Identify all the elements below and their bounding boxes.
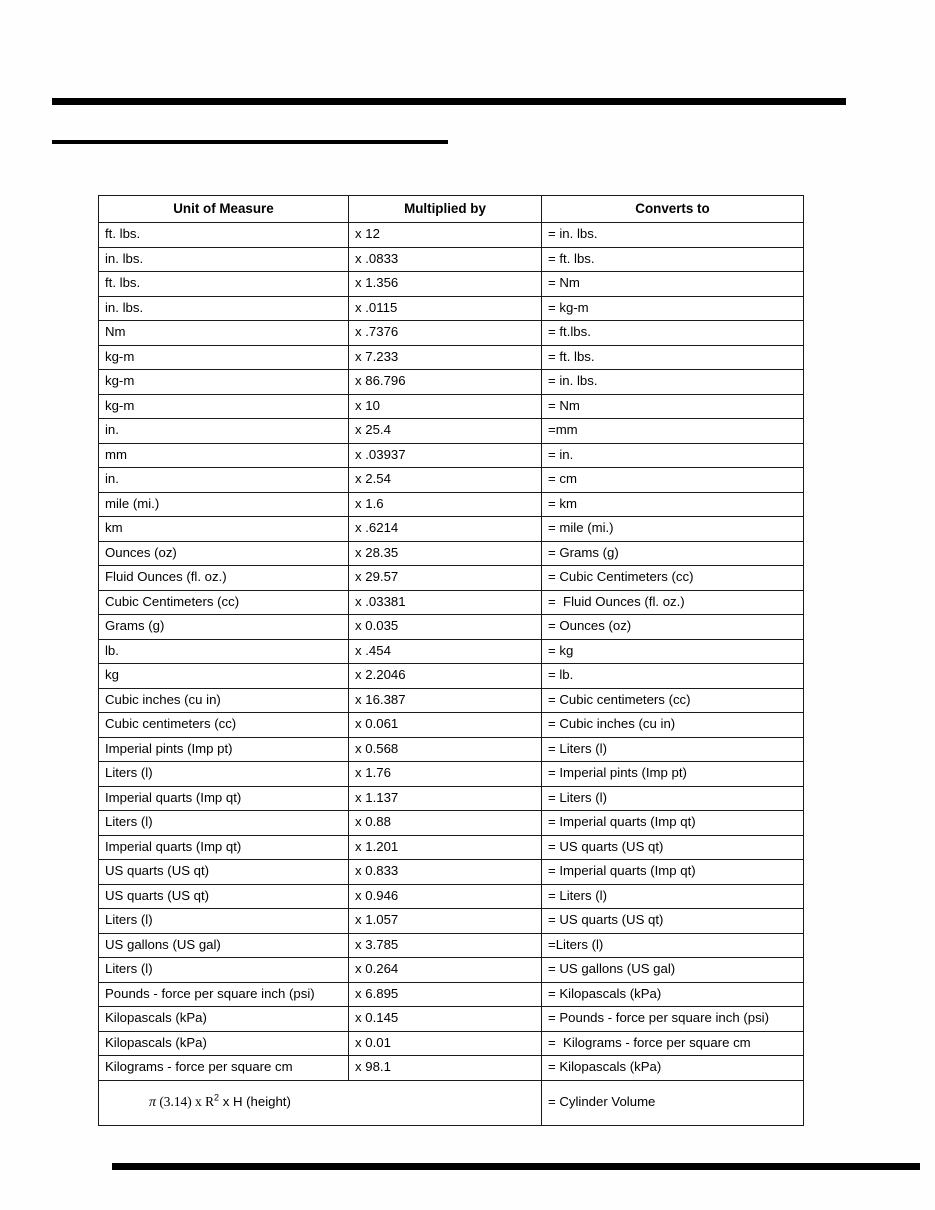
cell-factor: x 0.01 — [349, 1031, 542, 1056]
cell-factor: x 28.35 — [349, 541, 542, 566]
cell-result: = km — [542, 492, 804, 517]
cell-unit: Liters (l) — [99, 958, 349, 983]
table-row — [99, 762, 804, 787]
table-body — [99, 223, 804, 1126]
cell-unit: Kilopascals (kPa) — [99, 1007, 349, 1032]
cell-unit: ft. lbs. — [99, 272, 349, 297]
cell-factor: x 1.356 — [349, 272, 542, 297]
table-row — [99, 370, 804, 395]
cell-unit: Cubic Centimeters (cc) — [99, 590, 349, 615]
table-row — [99, 419, 804, 444]
formula-exponent: 2 — [214, 1092, 220, 1103]
table-row — [99, 615, 804, 640]
cell-unit: US quarts (US qt) — [99, 860, 349, 885]
cell-unit: ft. lbs. — [99, 223, 349, 248]
table-row — [99, 223, 804, 248]
cell-unit: kg — [99, 664, 349, 689]
cell-factor: x 7.233 — [349, 345, 542, 370]
cell-unit: Imperial quarts (Imp qt) — [99, 786, 349, 811]
table-header-row — [99, 196, 804, 223]
cell-result: = in. lbs. — [542, 223, 804, 248]
cell-factor: x 0.145 — [349, 1007, 542, 1032]
formula-suffix: x H (height) — [219, 1094, 291, 1110]
table-row — [99, 737, 804, 762]
cell-unit: Kilopascals (kPa) — [99, 1031, 349, 1056]
table-row — [99, 1031, 804, 1056]
cell-unit: in. — [99, 468, 349, 493]
cell-result: =mm — [542, 419, 804, 444]
cell-unit: in. lbs. — [99, 247, 349, 272]
cell-result: = Imperial quarts (Imp qt) — [542, 811, 804, 836]
cell-result: = Liters (l) — [542, 737, 804, 762]
cell-unit: Liters (l) — [99, 811, 349, 836]
cell-unit: in. lbs. — [99, 296, 349, 321]
cell-factor: x 12 — [349, 223, 542, 248]
cell-result: = Imperial quarts (Imp qt) — [542, 860, 804, 885]
cell-factor: x .03381 — [349, 590, 542, 615]
cell-factor: x 0.833 — [349, 860, 542, 885]
cell-result: = cm — [542, 468, 804, 493]
column-header-unit-of-measure: Unit of Measure — [99, 196, 349, 223]
table-row — [99, 443, 804, 468]
cell-result: = Grams (g) — [542, 541, 804, 566]
cell-unit: Liters (l) — [99, 909, 349, 934]
cell-unit: Liters (l) — [99, 762, 349, 787]
table-row — [99, 664, 804, 689]
cell-unit: lb. — [99, 639, 349, 664]
cell-unit: Nm — [99, 321, 349, 346]
cell-result: = Cubic centimeters (cc) — [542, 688, 804, 713]
header-rule-thick — [52, 98, 846, 105]
pi-symbol: π — [148, 1095, 156, 1111]
cell-result: = Kilograms - force per square cm — [542, 1031, 804, 1056]
cell-factor: x 0.88 — [349, 811, 542, 836]
cell-factor: x 2.2046 — [349, 664, 542, 689]
cell-unit: mm — [99, 443, 349, 468]
cell-result: = Kilopascals (kPa) — [542, 1056, 804, 1081]
table-row — [99, 713, 804, 738]
cell-factor: x 86.796 — [349, 370, 542, 395]
cell-factor: x .0833 — [349, 247, 542, 272]
cell-unit: kg-m — [99, 345, 349, 370]
cell-result: = ft. lbs. — [542, 247, 804, 272]
formula-text — [149, 1094, 291, 1109]
cell-result: = US quarts (US qt) — [542, 909, 804, 934]
cell-factor: x .03937 — [349, 443, 542, 468]
cell-result: = Nm — [542, 394, 804, 419]
header-rule-short — [52, 140, 448, 144]
cell-result: = Kilopascals (kPa) — [542, 982, 804, 1007]
cell-factor: x 16.387 — [349, 688, 542, 713]
table-row — [99, 982, 804, 1007]
table-row — [99, 811, 804, 836]
cell-factor: x 0.061 — [349, 713, 542, 738]
cell-factor: x 1.201 — [349, 835, 542, 860]
cell-unit: Ounces (oz) — [99, 541, 349, 566]
conversion-table — [98, 195, 804, 1126]
table-row — [99, 884, 804, 909]
cell-factor: x 1.057 — [349, 909, 542, 934]
cell-unit: Grams (g) — [99, 615, 349, 640]
cell-unit: Cubic inches (cu in) — [99, 688, 349, 713]
table-row — [99, 394, 804, 419]
table-row — [99, 1007, 804, 1032]
cell-result: = kg — [542, 639, 804, 664]
table-row — [99, 296, 804, 321]
cell-factor: x 29.57 — [349, 566, 542, 591]
cell-result: = kg-m — [542, 296, 804, 321]
cell-result: = Liters (l) — [542, 884, 804, 909]
cell-unit: Imperial quarts (Imp qt) — [99, 835, 349, 860]
table-row — [99, 688, 804, 713]
cell-factor: x 6.895 — [349, 982, 542, 1007]
table-row-formula — [99, 1080, 804, 1125]
cell-factor: x .6214 — [349, 517, 542, 542]
cell-factor: x 0.568 — [349, 737, 542, 762]
cell-cylinder-volume-formula — [99, 1080, 542, 1125]
table-row — [99, 786, 804, 811]
table-row — [99, 590, 804, 615]
cell-factor: x 1.6 — [349, 492, 542, 517]
cell-result: = in. lbs. — [542, 370, 804, 395]
cell-factor: x .454 — [349, 639, 542, 664]
cell-result: = US gallons (US gal) — [542, 958, 804, 983]
cell-result: = Cubic Centimeters (cc) — [542, 566, 804, 591]
footer-rule-thick — [112, 1163, 920, 1170]
cell-factor: x 25.4 — [349, 419, 542, 444]
table-row — [99, 566, 804, 591]
table-row — [99, 272, 804, 297]
table-row — [99, 321, 804, 346]
table-row — [99, 345, 804, 370]
table-row — [99, 517, 804, 542]
cell-factor: x 0.035 — [349, 615, 542, 640]
column-header-converts-to: Converts to — [542, 196, 804, 223]
cell-unit: Kilograms - force per square cm — [99, 1056, 349, 1081]
table-row — [99, 909, 804, 934]
cell-factor: x .7376 — [349, 321, 542, 346]
cell-factor: x 10 — [349, 394, 542, 419]
column-header-multiplied-by: Multiplied by — [349, 196, 542, 223]
cell-unit: kg-m — [99, 394, 349, 419]
cell-result: = US quarts (US qt) — [542, 835, 804, 860]
cell-result: = lb. — [542, 664, 804, 689]
cell-factor: x 98.1 — [349, 1056, 542, 1081]
cell-unit: Pounds - force per square inch (psi) — [99, 982, 349, 1007]
cell-result: = Nm — [542, 272, 804, 297]
cell-result: = Ounces (oz) — [542, 615, 804, 640]
cell-factor: x 0.946 — [349, 884, 542, 909]
table-row — [99, 860, 804, 885]
table-row — [99, 1056, 804, 1081]
cell-unit: in. — [99, 419, 349, 444]
table-row — [99, 468, 804, 493]
table-row — [99, 639, 804, 664]
cell-unit: Imperial pints (Imp pt) — [99, 737, 349, 762]
table-row — [99, 958, 804, 983]
cell-unit: US gallons (US gal) — [99, 933, 349, 958]
cell-result: = Cubic inches (cu in) — [542, 713, 804, 738]
cell-unit: mile (mi.) — [99, 492, 349, 517]
cell-factor: x 1.76 — [349, 762, 542, 787]
cell-unit: Cubic centimeters (cc) — [99, 713, 349, 738]
cell-result: = Liters (l) — [542, 786, 804, 811]
table-row — [99, 933, 804, 958]
cell-unit: US quarts (US qt) — [99, 884, 349, 909]
cell-result: = Pounds - force per square inch (psi) — [542, 1007, 804, 1032]
conversion-table-container — [98, 195, 803, 1126]
cell-result: = mile (mi.) — [542, 517, 804, 542]
cell-result: = Cylinder Volume — [542, 1080, 804, 1125]
table-row — [99, 247, 804, 272]
cell-result: = ft.lbs. — [542, 321, 804, 346]
table-row — [99, 835, 804, 860]
cell-result: = Fluid Ounces (fl. oz.) — [542, 590, 804, 615]
cell-factor: x .0115 — [349, 296, 542, 321]
cell-result: =Liters (l) — [542, 933, 804, 958]
table-row — [99, 492, 804, 517]
cell-factor: x 3.785 — [349, 933, 542, 958]
formula-prefix: (3.14) x R — [155, 1094, 215, 1110]
cell-factor: x 0.264 — [349, 958, 542, 983]
cell-result: = Imperial pints (Imp pt) — [542, 762, 804, 787]
cell-result: = ft. lbs. — [542, 345, 804, 370]
cell-result: = in. — [542, 443, 804, 468]
cell-unit: Fluid Ounces (fl. oz.) — [99, 566, 349, 591]
cell-unit: kg-m — [99, 370, 349, 395]
cell-unit: km — [99, 517, 349, 542]
cell-factor: x 1.137 — [349, 786, 542, 811]
cell-factor: x 2.54 — [349, 468, 542, 493]
table-row — [99, 541, 804, 566]
